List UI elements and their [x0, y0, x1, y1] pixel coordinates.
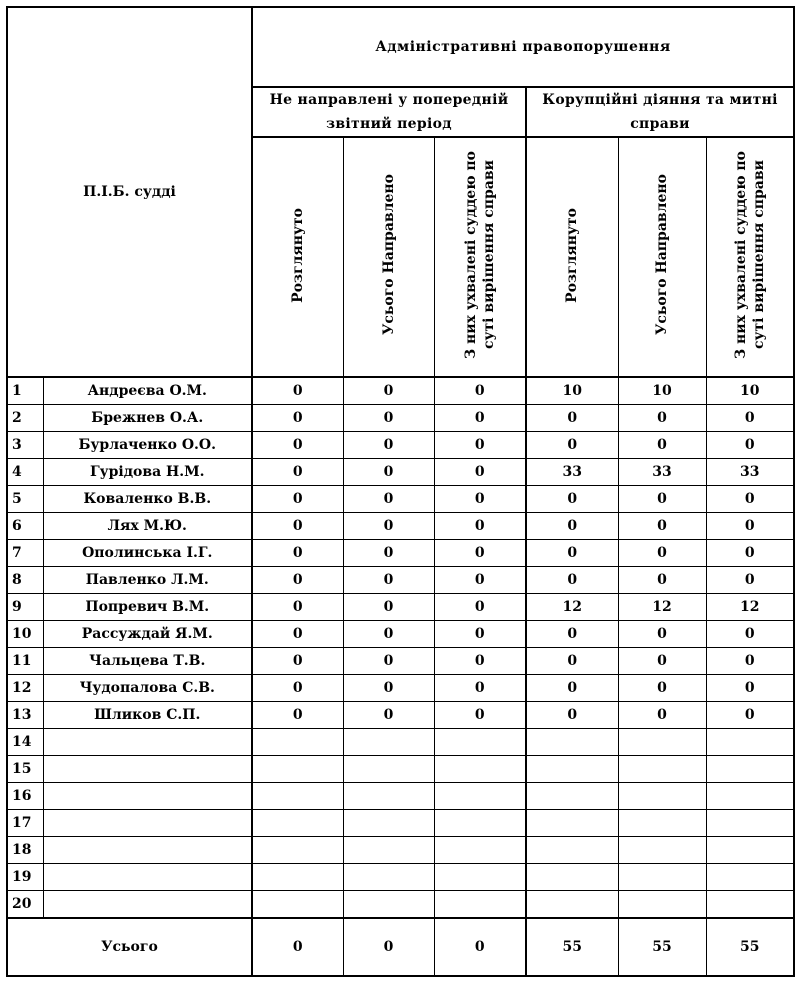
table-row: [7, 783, 794, 810]
value-cell: 0: [343, 702, 434, 729]
total-value: 0: [434, 918, 526, 976]
value-cell: [434, 837, 526, 864]
value-cell: 0: [618, 540, 706, 567]
value-cell: [343, 756, 434, 783]
row-number: 15: [7, 756, 43, 783]
value-cell: 0: [252, 567, 343, 594]
value-cell: 0: [526, 675, 618, 702]
col-header-3: [434, 137, 526, 377]
table-row: [7, 891, 794, 919]
value-cell: [526, 837, 618, 864]
value-cell: 0: [526, 567, 618, 594]
row-number: 14: [7, 729, 43, 756]
value-cell: 0: [706, 621, 794, 648]
value-cell: 0: [434, 459, 526, 486]
value-cell: [434, 864, 526, 891]
value-cell: [526, 783, 618, 810]
value-cell: 0: [706, 540, 794, 567]
value-cell: 0: [526, 540, 618, 567]
col-header-4: [526, 137, 618, 377]
value-cell: [618, 837, 706, 864]
value-cell: [706, 729, 794, 756]
value-cell: [343, 783, 434, 810]
value-cell: 0: [252, 459, 343, 486]
value-cell: 0: [434, 513, 526, 540]
judge-name: [43, 864, 252, 891]
value-cell: 0: [252, 648, 343, 675]
value-cell: 0: [434, 540, 526, 567]
table-row: [7, 756, 794, 783]
judge-name: Коваленко В.В.: [43, 486, 252, 513]
value-cell: [252, 810, 343, 837]
row-number: 3: [7, 432, 43, 459]
row-number: 13: [7, 702, 43, 729]
value-cell: 10: [618, 377, 706, 405]
row-number: 19: [7, 864, 43, 891]
value-cell: [434, 810, 526, 837]
total-value: 55: [526, 918, 618, 976]
table-row: [7, 729, 794, 756]
value-cell: [706, 783, 794, 810]
value-cell: 33: [706, 459, 794, 486]
col-header-6: [706, 137, 794, 377]
table-row: [7, 648, 794, 675]
row-number: 16: [7, 783, 43, 810]
row-number: 4: [7, 459, 43, 486]
value-cell: [252, 837, 343, 864]
col-header-1: [252, 137, 343, 377]
value-cell: 0: [343, 459, 434, 486]
row-number: 12: [7, 675, 43, 702]
value-cell: 0: [434, 486, 526, 513]
judge-name-header: П.І.Б. судді: [7, 7, 252, 377]
value-cell: 0: [434, 648, 526, 675]
value-cell: 0: [343, 675, 434, 702]
group-title-header: Адміністративні правопорушення: [252, 7, 794, 87]
value-cell: 0: [252, 486, 343, 513]
value-cell: 0: [434, 594, 526, 621]
table-row: [7, 459, 794, 486]
value-cell: 0: [343, 432, 434, 459]
value-cell: [526, 756, 618, 783]
value-cell: [618, 756, 706, 783]
value-cell: [706, 810, 794, 837]
judge-name: Павленко Л.М.: [43, 567, 252, 594]
value-cell: 0: [252, 432, 343, 459]
table-row: [7, 621, 794, 648]
value-cell: 0: [252, 621, 343, 648]
value-cell: 0: [706, 702, 794, 729]
value-cell: 0: [618, 675, 706, 702]
value-cell: [343, 891, 434, 919]
table-row: [7, 837, 794, 864]
value-cell: 0: [618, 513, 706, 540]
row-number: 20: [7, 891, 43, 919]
value-cell: 0: [252, 405, 343, 432]
value-cell: [706, 756, 794, 783]
value-cell: [618, 729, 706, 756]
value-cell: [618, 891, 706, 919]
value-cell: 0: [526, 648, 618, 675]
total-value: 0: [252, 918, 343, 976]
value-cell: 0: [434, 405, 526, 432]
table-row: [7, 567, 794, 594]
row-number: 5: [7, 486, 43, 513]
value-cell: 0: [252, 540, 343, 567]
value-cell: [706, 864, 794, 891]
col-header-4-label: Розглянуто: [564, 207, 581, 303]
value-cell: 0: [343, 594, 434, 621]
value-cell: 0: [706, 567, 794, 594]
value-cell: 0: [252, 675, 343, 702]
value-cell: 0: [343, 486, 434, 513]
value-cell: [252, 891, 343, 919]
table-row: [7, 702, 794, 729]
row-number: 6: [7, 513, 43, 540]
judge-name: Бурлаченко О.О.: [43, 432, 252, 459]
judge-name: [43, 756, 252, 783]
value-cell: 0: [434, 377, 526, 405]
value-cell: 0: [618, 486, 706, 513]
value-cell: 0: [706, 648, 794, 675]
value-cell: 0: [618, 621, 706, 648]
table-row: [7, 405, 794, 432]
value-cell: 0: [526, 702, 618, 729]
judge-name: [43, 810, 252, 837]
value-cell: [618, 810, 706, 837]
table-row: [7, 594, 794, 621]
value-cell: 0: [618, 702, 706, 729]
table-row: [7, 675, 794, 702]
table-row: [7, 540, 794, 567]
total-value: 55: [618, 918, 706, 976]
value-cell: 0: [343, 567, 434, 594]
value-cell: 0: [434, 567, 526, 594]
total-value: 55: [706, 918, 794, 976]
table-row: [7, 810, 794, 837]
col-header-5-label: Усього Направлено: [654, 174, 671, 336]
value-cell: [252, 783, 343, 810]
col-header-5: [618, 137, 706, 377]
col-header-2-label: Усього Направлено: [380, 174, 397, 336]
value-cell: 33: [526, 459, 618, 486]
judge-name: [43, 837, 252, 864]
judge-name: Чальцева Т.В.: [43, 648, 252, 675]
judge-name: Шликов С.П.: [43, 702, 252, 729]
row-number: 18: [7, 837, 43, 864]
table-row: [7, 513, 794, 540]
court-report-table: [6, 6, 795, 977]
subgroup-header-not-sent: Не направлені у попередній звітний період: [252, 87, 526, 137]
judge-name: Андреєва О.М.: [43, 377, 252, 405]
value-cell: 0: [526, 432, 618, 459]
value-cell: 0: [618, 648, 706, 675]
value-cell: [343, 810, 434, 837]
value-cell: 0: [526, 621, 618, 648]
value-cell: 0: [252, 594, 343, 621]
table-row: [7, 377, 794, 405]
table-row: [7, 432, 794, 459]
value-cell: [434, 783, 526, 810]
row-number: 7: [7, 540, 43, 567]
value-cell: 0: [618, 405, 706, 432]
value-cell: 0: [434, 621, 526, 648]
value-cell: 0: [343, 540, 434, 567]
value-cell: 0: [343, 377, 434, 405]
judge-name: Попревич В.М.: [43, 594, 252, 621]
value-cell: 0: [618, 567, 706, 594]
value-cell: 0: [434, 675, 526, 702]
judge-name: [43, 729, 252, 756]
value-cell: 0: [252, 377, 343, 405]
judge-name: [43, 783, 252, 810]
value-cell: [252, 729, 343, 756]
value-cell: [526, 810, 618, 837]
row-number: 9: [7, 594, 43, 621]
col-header-1-label: Розглянуто: [289, 207, 306, 303]
value-cell: [706, 891, 794, 919]
value-cell: 0: [526, 513, 618, 540]
value-cell: 0: [252, 513, 343, 540]
row-number: 2: [7, 405, 43, 432]
row-number: 17: [7, 810, 43, 837]
value-cell: 0: [434, 702, 526, 729]
row-number: 11: [7, 648, 43, 675]
value-cell: [252, 756, 343, 783]
value-cell: [526, 891, 618, 919]
value-cell: 10: [706, 377, 794, 405]
value-cell: 0: [706, 432, 794, 459]
value-cell: 0: [526, 405, 618, 432]
value-cell: [526, 864, 618, 891]
value-cell: 0: [526, 486, 618, 513]
value-cell: [618, 864, 706, 891]
judge-name: Брежнев О.А.: [43, 405, 252, 432]
value-cell: 0: [706, 513, 794, 540]
total-label: Усього: [7, 918, 252, 976]
value-cell: [343, 864, 434, 891]
value-cell: 0: [618, 432, 706, 459]
col-header-6-label: З них ухвалені суддею по суті вирішення справи: [732, 150, 767, 360]
col-header-3-label: З них ухвалені суддею по суті вирішення справи: [462, 150, 497, 360]
value-cell: [343, 837, 434, 864]
subgroup-header-corruption: Корупційні діяння та митні справи: [526, 87, 794, 137]
value-cell: 0: [706, 405, 794, 432]
total-row: [7, 918, 794, 976]
judge-name: Чудопалова С.В.: [43, 675, 252, 702]
value-cell: [252, 864, 343, 891]
value-cell: 0: [343, 648, 434, 675]
value-cell: 12: [618, 594, 706, 621]
value-cell: [434, 756, 526, 783]
judge-name: Лях М.Ю.: [43, 513, 252, 540]
row-number: 8: [7, 567, 43, 594]
value-cell: [706, 837, 794, 864]
value-cell: 0: [343, 405, 434, 432]
value-cell: 0: [343, 513, 434, 540]
col-header-2: [343, 137, 434, 377]
judge-name: Рассуждай Я.М.: [43, 621, 252, 648]
total-value: 0: [343, 918, 434, 976]
value-cell: 0: [434, 432, 526, 459]
value-cell: 0: [252, 702, 343, 729]
judge-name: [43, 891, 252, 919]
value-cell: 10: [526, 377, 618, 405]
row-number: 10: [7, 621, 43, 648]
value-cell: 12: [526, 594, 618, 621]
table-row: [7, 864, 794, 891]
value-cell: [618, 783, 706, 810]
value-cell: 0: [706, 486, 794, 513]
value-cell: 0: [343, 621, 434, 648]
row-number: 1: [7, 377, 43, 405]
judge-name: Ополинська І.Г.: [43, 540, 252, 567]
value-cell: [434, 729, 526, 756]
value-cell: 33: [618, 459, 706, 486]
value-cell: 12: [706, 594, 794, 621]
value-cell: 0: [706, 675, 794, 702]
value-cell: [434, 891, 526, 919]
judge-name: Гурідова Н.М.: [43, 459, 252, 486]
value-cell: [343, 729, 434, 756]
table-row: [7, 486, 794, 513]
value-cell: [526, 729, 618, 756]
